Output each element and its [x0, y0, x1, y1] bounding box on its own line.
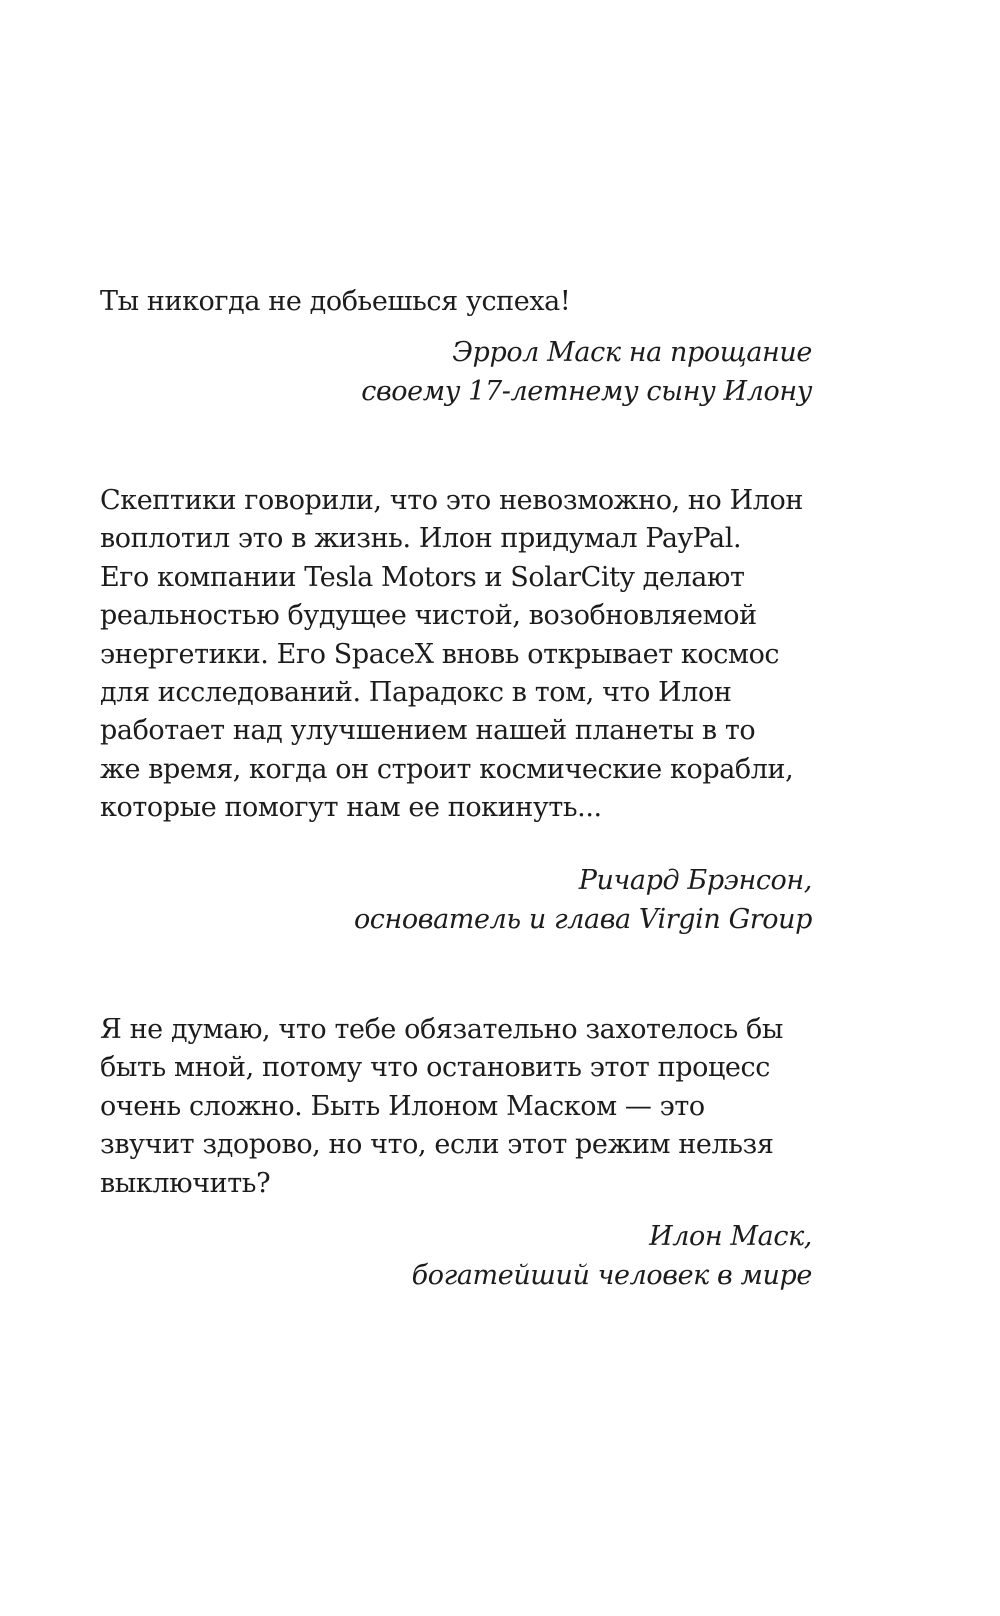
attribution-line: Илон Маск,	[649, 1221, 812, 1252]
quote-line: очень сложно. Быть Илоном Маском — это	[100, 1090, 705, 1122]
quote-line: звучит здорово, но что, если этот режим нельзя	[100, 1129, 774, 1161]
attribution-line: основатель и глава Virgin Group	[353, 903, 812, 935]
quote-line: которые помогут нам ее покинуть...	[100, 792, 602, 824]
quote-line: Скептики говорили, что это невозможно, но Илон	[100, 485, 803, 516]
attribution-line: Эррол Маск на прощание	[452, 337, 812, 368]
epigraph-2-quote	[100, 482, 812, 828]
attribution-line: Ричард Брэнсон,	[578, 865, 812, 896]
epigraph-1-attribution	[361, 334, 812, 411]
quote-line: быть мной, потому что остановить этот процесс	[100, 1052, 770, 1084]
quote-line: Ты никогда не добьешься успеха!	[100, 286, 571, 317]
quote-line: для исследований. Парадокс в том, что Илон	[100, 677, 732, 709]
quote-line: выключить?	[100, 1167, 271, 1199]
epigraph-1-quote	[100, 283, 812, 321]
epigraph-3-attribution	[412, 1218, 812, 1295]
epigraph-2-attribution	[354, 862, 812, 939]
quote-line: работает над улучшением нашей планеты в то	[100, 715, 756, 747]
quote-line: Его компании Tesla Motors и SolarCity делают	[100, 561, 745, 593]
epigraph-3-quote	[100, 1011, 812, 1203]
attribution-line: своему 17-летнему сыну Илону	[361, 375, 812, 407]
attribution-line: богатейший человек в мире	[411, 1259, 812, 1291]
quote-line: энергетики. Его SpaceX вновь открывает космос	[100, 638, 780, 670]
quote-line: реальностью будущее чистой, возобновляемой	[100, 600, 757, 632]
quote-line: Я не думаю, что тебе обязательно захотелось бы	[100, 1014, 783, 1045]
quote-line: воплотил это в жизнь. Илон придумал PayPal.	[100, 523, 742, 555]
quote-line: же время, когда он строит космические корабли,	[100, 753, 794, 785]
